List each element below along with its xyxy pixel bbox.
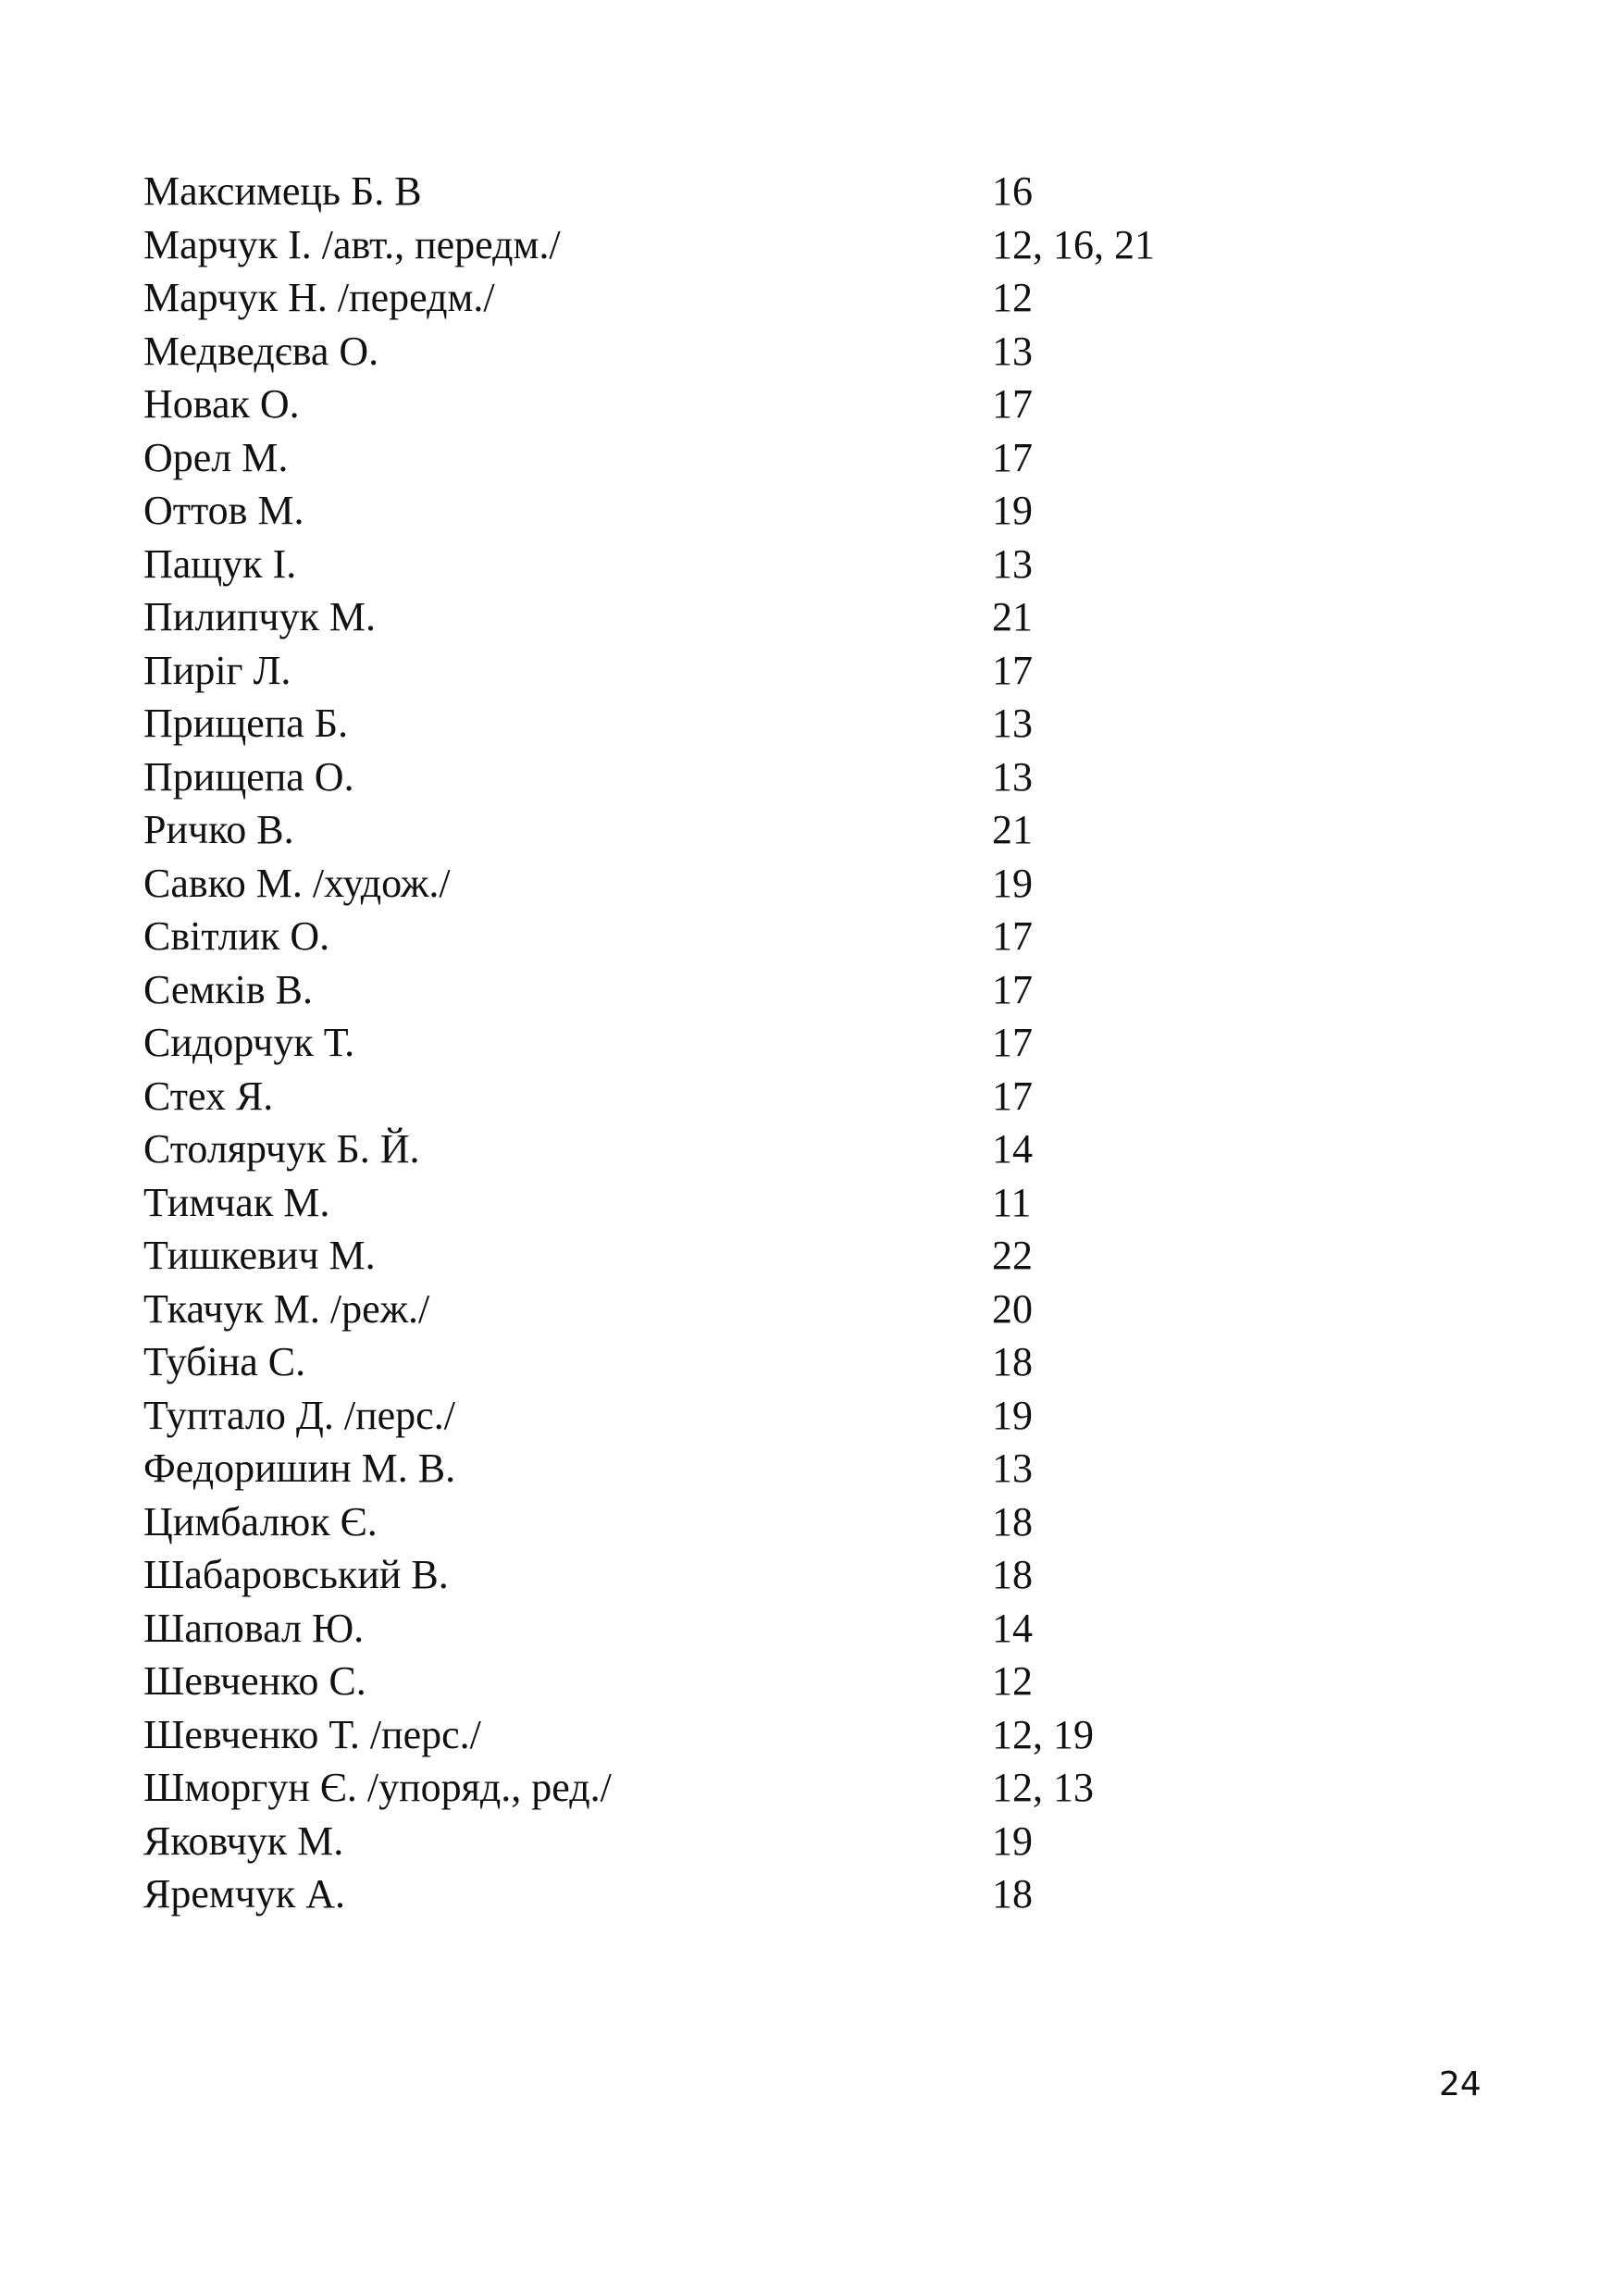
- entry-name: Семків В.: [143, 966, 313, 1012]
- index-entry: [143, 538, 1254, 591]
- entry-pages: 12, 16, 21: [992, 221, 1155, 267]
- entry-pages: 12: [992, 1658, 1033, 1704]
- entry-pages: 17: [992, 381, 1033, 427]
- entry-name: Орел М.: [143, 434, 289, 480]
- entry-name: Пащук І.: [143, 540, 297, 587]
- index-entry: [143, 1229, 1254, 1283]
- index-entry: [143, 857, 1254, 911]
- entry-name: Прищепа О.: [143, 753, 354, 800]
- index-entry: [143, 1602, 1254, 1656]
- entry-pages: 18: [992, 1552, 1033, 1597]
- index-entry: [143, 1123, 1254, 1176]
- entry-pages: 13: [992, 328, 1033, 374]
- entry-name: Цимбалюк Є.: [143, 1498, 378, 1544]
- index-entry: [143, 1016, 1254, 1070]
- index-entry: [143, 644, 1254, 698]
- entry-name: Савко М. /худож./: [143, 860, 451, 906]
- entry-pages: 12, 19: [992, 1711, 1094, 1757]
- entry-name: Яремчук А.: [143, 1871, 346, 1917]
- entry-pages: 11: [992, 1179, 1032, 1225]
- entry-name: Оттов М.: [143, 488, 304, 533]
- entry-name: Шаповал Ю.: [143, 1605, 365, 1651]
- index-entry: [143, 1655, 1254, 1708]
- entry-name: Шабаровський В.: [143, 1552, 449, 1597]
- entry-pages: 17: [992, 1020, 1033, 1065]
- page-number: 24: [1439, 2066, 1481, 2103]
- entry-name: Ричко В.: [143, 807, 294, 852]
- entry-pages: 21: [992, 807, 1033, 852]
- index-entry: [143, 1867, 1254, 1921]
- entry-name: Світлик О.: [143, 913, 330, 959]
- index-entry: [143, 325, 1254, 378]
- name-index-list: [143, 165, 1254, 1921]
- entry-name: Столярчук Б. Й.: [143, 1126, 420, 1172]
- index-entry: [143, 218, 1254, 272]
- entry-pages: 13: [992, 540, 1033, 587]
- index-entry: [143, 1761, 1254, 1815]
- index-entry: [143, 165, 1254, 218]
- entry-pages: 18: [992, 1498, 1033, 1544]
- entry-name: Максимець Б. В: [143, 168, 422, 214]
- index-entry: [143, 1548, 1254, 1602]
- entry-name: Новак О.: [143, 381, 300, 427]
- entry-pages: 17: [992, 913, 1033, 959]
- entry-name: Шморгун Є. /упоряд., ред./: [143, 1765, 612, 1810]
- entry-pages: 16: [992, 168, 1033, 214]
- index-entry: [143, 697, 1254, 751]
- entry-pages: 13: [992, 753, 1033, 800]
- index-entry: [143, 1335, 1254, 1389]
- entry-pages: 12, 13: [992, 1765, 1094, 1810]
- entry-name: Тишкевич М.: [143, 1233, 376, 1278]
- index-entry: [143, 484, 1254, 538]
- index-entry: [143, 803, 1254, 857]
- entry-pages: 18: [992, 1339, 1033, 1384]
- entry-name: Яковчук М.: [143, 1817, 344, 1864]
- entry-pages: 22: [992, 1233, 1033, 1278]
- entry-pages: 13: [992, 701, 1033, 746]
- entry-pages: 18: [992, 1871, 1033, 1917]
- entry-name: Пилипчук М.: [143, 594, 377, 639]
- entry-name: Федоришин М. В.: [143, 1445, 456, 1491]
- entry-pages: 14: [992, 1126, 1033, 1172]
- index-entry: [143, 1495, 1254, 1549]
- entry-pages: 19: [992, 1817, 1033, 1864]
- entry-name: Туптало Д. /перс./: [143, 1392, 455, 1438]
- entry-name: Медведєва О.: [143, 328, 379, 374]
- entry-name: Марчук Н. /передм./: [143, 275, 495, 320]
- entry-pages: 17: [992, 966, 1033, 1012]
- entry-pages: 20: [992, 1285, 1033, 1332]
- index-entry: [143, 910, 1254, 963]
- index-entry: [143, 271, 1254, 325]
- entry-name: Сидорчук Т.: [143, 1020, 355, 1065]
- entry-name: Ткачук М. /реж./: [143, 1285, 430, 1332]
- index-entry: [143, 1283, 1254, 1336]
- entry-pages: 19: [992, 1392, 1033, 1438]
- index-entry: [143, 378, 1254, 431]
- index-entry: [143, 431, 1254, 485]
- entry-pages: 17: [992, 647, 1033, 693]
- index-entry: [143, 1442, 1254, 1495]
- index-entry: [143, 751, 1254, 804]
- entry-pages: 19: [992, 860, 1033, 906]
- index-entry: [143, 590, 1254, 644]
- entry-name: Шевченко С.: [143, 1658, 366, 1704]
- entry-name: Стех Я.: [143, 1073, 274, 1119]
- index-entry: [143, 963, 1254, 1017]
- entry-pages: 12: [992, 275, 1033, 320]
- entry-pages: 13: [992, 1445, 1033, 1491]
- entry-pages: 14: [992, 1605, 1033, 1651]
- entry-name: Марчук І. /авт., передм./: [143, 221, 561, 267]
- entry-name: Пиріг Л.: [143, 647, 291, 693]
- entry-pages: 17: [992, 1073, 1033, 1119]
- entry-name: Тимчак М.: [143, 1179, 330, 1225]
- entry-name: Тубіна С.: [143, 1339, 306, 1384]
- entry-pages: 19: [992, 488, 1033, 533]
- entry-pages: 17: [992, 434, 1033, 480]
- index-entry: [143, 1815, 1254, 1868]
- index-entry: [143, 1389, 1254, 1443]
- index-entry: [143, 1708, 1254, 1762]
- entry-name: Шевченко Т. /перс./: [143, 1711, 481, 1757]
- index-entry: [143, 1176, 1254, 1230]
- index-entry: [143, 1070, 1254, 1123]
- entry-name: Прищепа Б.: [143, 701, 349, 746]
- entry-pages: 21: [992, 594, 1033, 639]
